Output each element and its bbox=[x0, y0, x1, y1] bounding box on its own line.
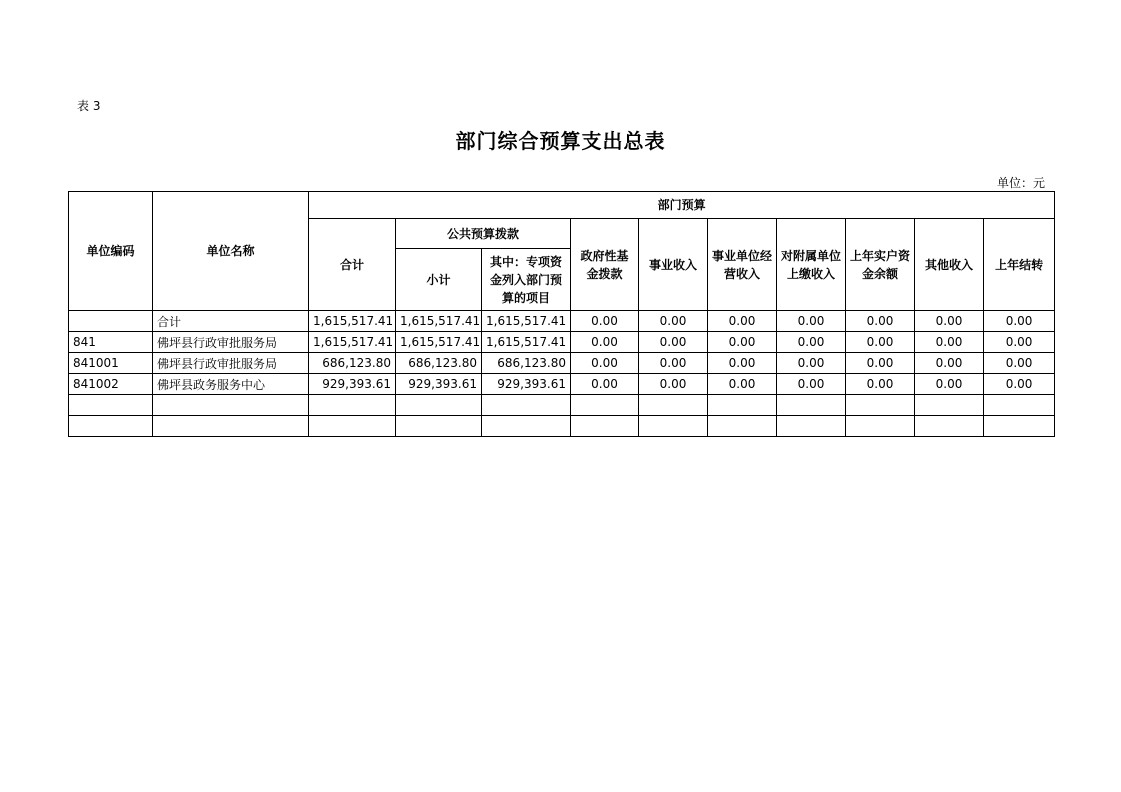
header-code: 单位编码 bbox=[69, 192, 153, 311]
cell-last-carry: 0.00 bbox=[984, 374, 1055, 395]
budget-table bbox=[68, 191, 1055, 437]
cell-affiliated: 0.00 bbox=[777, 311, 846, 332]
unit-label: 单位：元 bbox=[996, 176, 1045, 190]
empty-row bbox=[69, 395, 1055, 416]
cell-total: 686,123.80 bbox=[309, 353, 396, 374]
table-number: 表 3 bbox=[77, 99, 101, 113]
cell-operating-income: 0.00 bbox=[708, 311, 777, 332]
cell-career-income: 0.00 bbox=[639, 374, 708, 395]
header-name: 单位名称 bbox=[153, 192, 309, 311]
cell-last-carry: 0.00 bbox=[984, 311, 1055, 332]
cell-other-income: 0.00 bbox=[915, 353, 984, 374]
cell-affiliated: 0.00 bbox=[777, 374, 846, 395]
cell-subtotal: 1,615,517.41 bbox=[396, 311, 482, 332]
cell-code bbox=[69, 311, 153, 332]
cell-total: 1,615,517.41 bbox=[309, 332, 396, 353]
empty-row bbox=[69, 416, 1055, 437]
header-last-carry: 上年结转 bbox=[984, 219, 1055, 311]
cell-affiliated: 0.00 bbox=[777, 353, 846, 374]
cell-career-income: 0.00 bbox=[639, 311, 708, 332]
cell-special: 1,615,517.41 bbox=[482, 332, 571, 353]
table-row bbox=[69, 353, 1055, 374]
header-other-income: 其他收入 bbox=[915, 219, 984, 311]
cell-last-balance: 0.00 bbox=[846, 353, 915, 374]
cell-total: 1,615,517.41 bbox=[309, 311, 396, 332]
table-row bbox=[69, 332, 1055, 353]
cell-subtotal: 1,615,517.41 bbox=[396, 332, 482, 353]
cell-other-income: 0.00 bbox=[915, 311, 984, 332]
header-career-income: 事业收入 bbox=[639, 219, 708, 311]
cell-special: 1,615,517.41 bbox=[482, 311, 571, 332]
cell-name: 佛坪县政务服务中心 bbox=[153, 374, 309, 395]
cell-special: 929,393.61 bbox=[482, 374, 571, 395]
cell-gov-fund: 0.00 bbox=[571, 311, 639, 332]
cell-other-income: 0.00 bbox=[915, 332, 984, 353]
cell-last-carry: 0.00 bbox=[984, 332, 1055, 353]
cell-operating-income: 0.00 bbox=[708, 332, 777, 353]
table-row bbox=[69, 374, 1055, 395]
cell-last-balance: 0.00 bbox=[846, 332, 915, 353]
header-operating-income: 事业单位经营收入 bbox=[708, 219, 777, 311]
header-dept-budget: 部门预算 bbox=[309, 192, 1055, 219]
cell-career-income: 0.00 bbox=[639, 332, 708, 353]
header-subtotal: 小计 bbox=[396, 249, 482, 311]
header-public-budget: 公共预算拨款 bbox=[396, 219, 571, 249]
cell-name: 佛坪县行政审批服务局 bbox=[153, 332, 309, 353]
cell-last-carry: 0.00 bbox=[984, 353, 1055, 374]
cell-career-income: 0.00 bbox=[639, 353, 708, 374]
cell-operating-income: 0.00 bbox=[708, 353, 777, 374]
header-last-balance: 上年实户资金余额 bbox=[846, 219, 915, 311]
header-gov-fund: 政府性基金拨款 bbox=[571, 219, 639, 311]
cell-code: 841001 bbox=[69, 353, 153, 374]
cell-last-balance: 0.00 bbox=[846, 311, 915, 332]
cell-affiliated: 0.00 bbox=[777, 332, 846, 353]
cell-other-income: 0.00 bbox=[915, 374, 984, 395]
cell-last-balance: 0.00 bbox=[846, 374, 915, 395]
table-row bbox=[69, 311, 1055, 332]
header-total: 合计 bbox=[309, 219, 396, 311]
cell-gov-fund: 0.00 bbox=[571, 332, 639, 353]
header-affiliated: 对附属单位上缴收入 bbox=[777, 219, 846, 311]
cell-gov-fund: 0.00 bbox=[571, 374, 639, 395]
cell-special: 686,123.80 bbox=[482, 353, 571, 374]
cell-name: 佛坪县行政审批服务局 bbox=[153, 353, 309, 374]
cell-total: 929,393.61 bbox=[309, 374, 396, 395]
page-title: 部门综合预算支出总表 bbox=[455, 129, 666, 153]
cell-gov-fund: 0.00 bbox=[571, 353, 639, 374]
cell-name: 合计 bbox=[153, 311, 309, 332]
cell-code: 841 bbox=[69, 332, 153, 353]
header-special: 其中：专项资金列入部门预算的项目 bbox=[482, 249, 571, 311]
cell-operating-income: 0.00 bbox=[708, 374, 777, 395]
cell-subtotal: 929,393.61 bbox=[396, 374, 482, 395]
cell-subtotal: 686,123.80 bbox=[396, 353, 482, 374]
cell-code: 841002 bbox=[69, 374, 153, 395]
